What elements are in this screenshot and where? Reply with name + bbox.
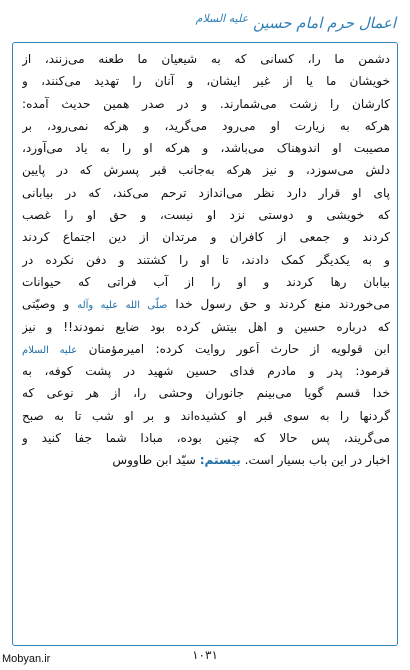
- text-line: و به یکدیگر کمک دادند، تا او را کشتند و دفن نکرده در: [22, 252, 390, 267]
- text-line: می‌گریند، پس حالا که چنین بوده، مبادا شما جفا کنید و: [22, 431, 390, 446]
- text-line: که خویشی و دوستی نزد او نیست، و حق او را غصب: [22, 208, 390, 223]
- honorific-glyph: صلّى الله عليه وآله: [77, 300, 168, 312]
- body-text: [22, 48, 390, 632]
- line-text: و وصیّتی: [22, 297, 70, 312]
- text-line-with-heading: [22, 449, 390, 471]
- text-line: بیابان رها کردند و او را از آب فراتی که حیوانات: [22, 274, 390, 289]
- text-line: پای او قرار دارد نظر می‌اندازد ترحم می‌کند، که در بیابانی: [22, 185, 390, 200]
- site-watermark[interactable]: Mobyan.ir: [2, 653, 51, 665]
- text-line: هرکه به زیارت او می‌رود می‌گرید، و هرکه نمی‌رود، بر: [22, 118, 390, 133]
- text-line: گردنها را به سوی قبر او کشیده‌اند و بر او شب تا به صبح: [22, 408, 390, 423]
- page-number: ۱۰۳۱: [192, 648, 218, 662]
- text-line: کارشان را زشت می‌شمارند. و در صدر همین حدیث آمده:: [22, 96, 390, 111]
- text-line: کردند و جمعی از کافران و مرتدان از دین اجتماع کردند: [22, 230, 390, 245]
- line-text: می‌خوردند منع کردند و حق رسول خدا: [175, 297, 390, 312]
- text-line: دشمن ما را، کسانی که به شیعیان ما طعنه می‌زنند، از: [22, 52, 390, 66]
- text-line: که درباره حسین و اهل بیتش کرده بود ضایع نمودند!! و نیز: [22, 319, 390, 334]
- text-line-with-honorific: [22, 338, 390, 360]
- text-line-with-honorific: [22, 293, 390, 315]
- line-text: سیّد ابن طاووس: [112, 453, 196, 468]
- text-line: فرمود: پدر و مادرم فدای حسین شهید در پشت کوفه، به: [22, 364, 390, 379]
- running-header: [156, 4, 396, 34]
- honorific-glyph: عليه السلام: [22, 344, 78, 356]
- section-heading: بیستم:: [199, 453, 241, 468]
- header-title: اعمال حرم امام حسین: [252, 14, 396, 32]
- text-line: خویشان ما یا از غیر ایشان، و آنان را تهدید می‌کنند، و: [22, 74, 390, 89]
- text-line: مصیبت او اندوهناک می‌باشد، و هرکه او را به یاد می‌آورد،: [22, 141, 390, 156]
- header-honorific: عليه السلام: [195, 12, 249, 25]
- text-line: دلش می‌سوزد، و نیز هرکه به‌جانب قبر پسرش که در پایین: [22, 163, 390, 178]
- line-text: ابن قولویه از حارث اَعور روایت کرده: امیرمؤمنان: [88, 341, 390, 356]
- text-line: خدا قسم گویا می‌بینم جانوران وحشی را، از هر نوعی که: [22, 386, 390, 401]
- line-text: اخبار در این باب بسیار است.: [244, 453, 390, 468]
